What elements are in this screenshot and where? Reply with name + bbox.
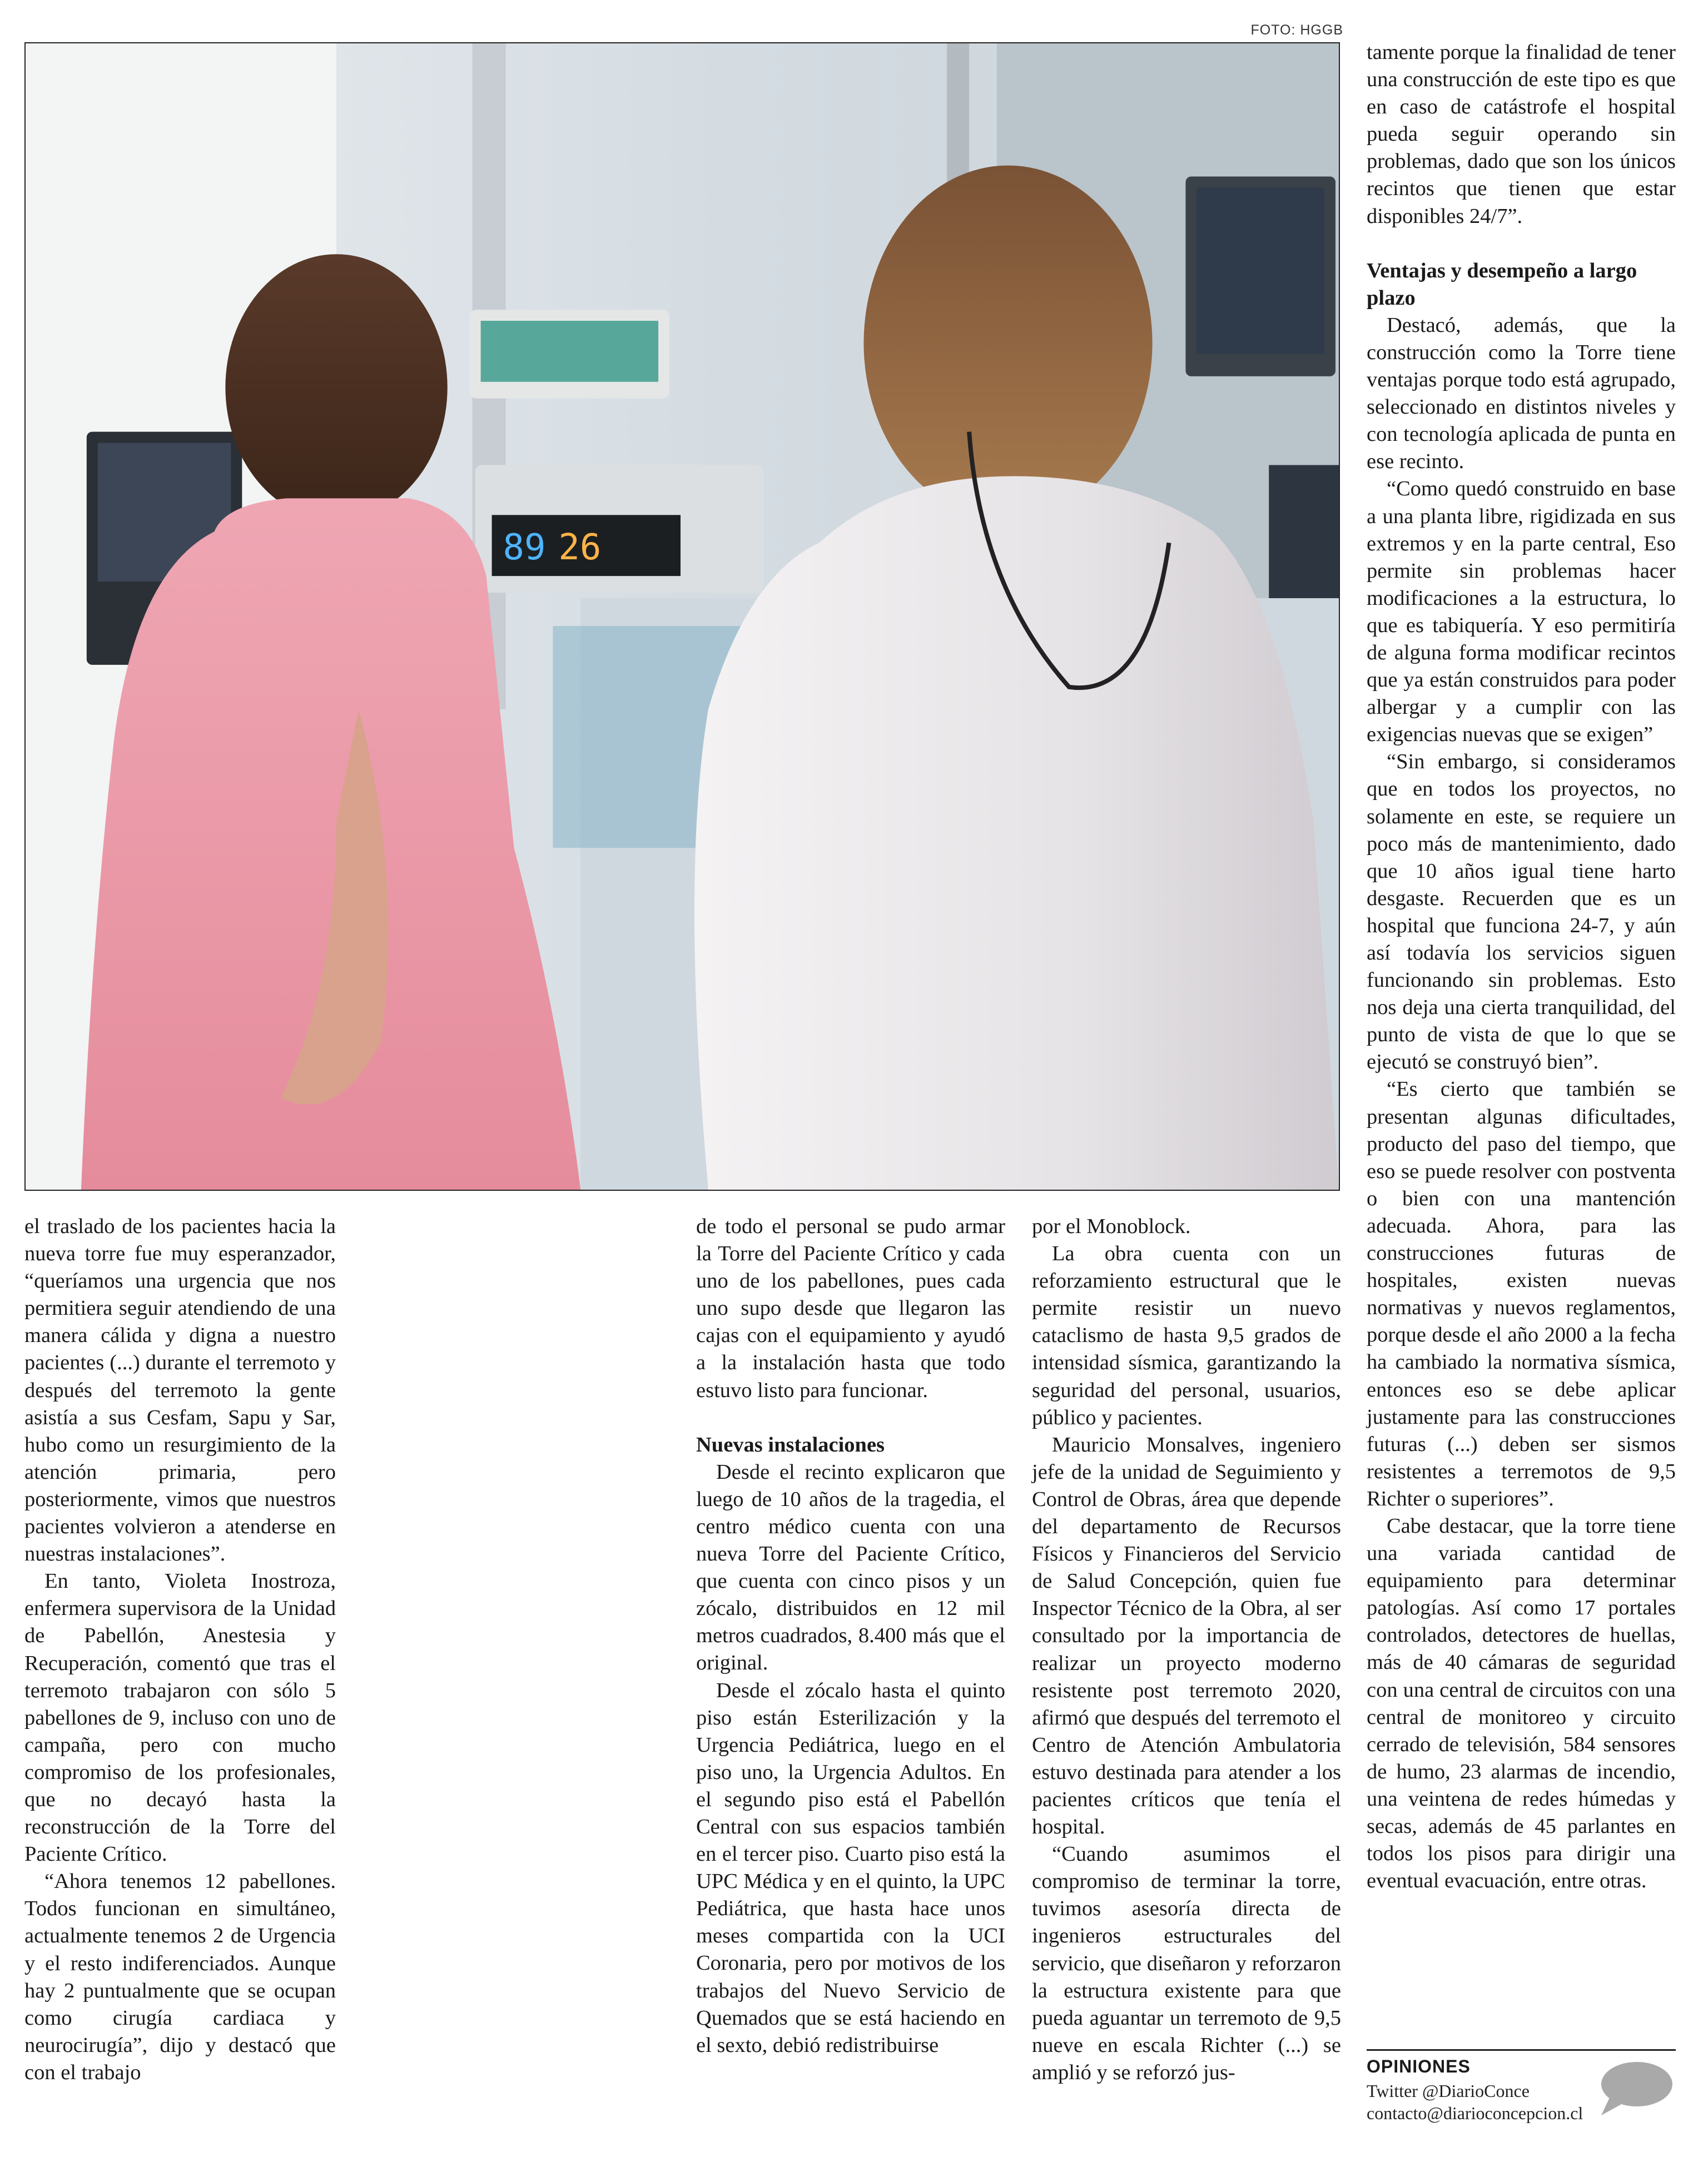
paragraph: “Es cierto que también se presentan algunas dificultades, producto del paso del tiempo, que eso se puede resolver con postventa o bien con una mantención adecuada. Ahora, para las construcciones futuras de hospitales, existen nuevas normativas y nuevos reglamentos, porque desde el año 2000 a la fecha ha cambiado la normativa sísmica, entonces eso se debe aplicar justamente para las construcciones futuras (...) deben ser sismos resistentes a terremotos de 9,5 Richter o superiores”. [1367, 1077, 1676, 1510]
paragraph: Mauricio Monsalves, ingeniero jefe de la unidad de Seguimiento y Control de Obras, área que depende del departamento de Recursos Físicos y Financieros del Servicio de Salud Concepción, quien fue Inspector Técnico de la Obra, al ser consultado por la importancia de realizar un proyecto moderno resistente post terremoto 2020, afirmó que después del terremoto el Centro de Atención Ambulatoria estuvo destinada para atender a los pacientes críticos que tenía el hospital. [1032, 1433, 1341, 1839]
paragraph: “Cuando asumimos el compromiso de terminar la torre, tuvimos asesoría directa de ingenieros estructurales del servicio, que diseñaron y reforzaron la estructura existente para que pueda aguantar un terremoto de 9,5 nueve en escala Richter (...) se amplió y se reforzó jus- [1032, 1842, 1341, 2084]
paragraph: “Ahora tenemos 12 pabellones. Todos funcionan en simultáneo, actualmente tenemos 2 de Urgencia y el resto indiferenciados. Aunque hay 2 puntualmente que se ocupan como cirugía cardiaca y neurocirugía”, dijo y destacó que con el trabajo [24, 1870, 336, 2084]
paragraph: de todo el personal se pudo armar la Torre del Paciente Crítico y cada uno de los pabellones, pues cada uno supo desde que llegaron las cajas con el equipamiento y ayudó a la instalación hasta que todo estuvo listo para funcionar. [696, 1215, 1005, 1402]
section-heading-nuevas-instalaciones: Nuevas instalaciones [696, 1433, 885, 1457]
article-column-4 [1032, 1213, 1341, 2086]
paragraph: el traslado de los pacientes hacia la nueva torre fue muy esperanzador, “queríamos una urgencia que nos permitiera seguir atendiendo de una manera cálida y digna a nuestro pacientes (...) durante el terremoto y después del terremoto la gente asistía a sus Cesfam, Sapu y Sar, hubo como un resurgimiento de la atención primaria, pero posteriormente, vimos que nuestros pacientes volvieron a atenderse en nuestras instalaciones”. [24, 1215, 336, 1566]
contact-email[interactable]: contacto@diarioconcepcion.cl [1367, 2103, 1583, 2123]
section-heading-ventajas: Ventajas y desempeño a largo plazo [1367, 259, 1637, 310]
paragraph: Desde el recinto explicaron que luego de 10 años de la tragedia, el centro médico cuenta con una nueva Torre del Paciente Crítico, que cuenta con cinco pisos y un zócalo, distribuidos en 12 mil metros cuadrados, 8.400 más que el original. [696, 1460, 1005, 1675]
paragraph: La obra cuenta con un reforzamiento estructural que le permite resistir un nuevo cataclismo de hasta 9,5 grados de intensidad sísmica, garantizando la seguridad del personal, usuarios, público y pacientes. [1032, 1242, 1341, 1429]
paragraph: En tanto, Violeta Inostroza, enfermera supervisora de la Unidad de Pabellón, Anestesia y Recuperación, comentó que tras el terremoto trabajaron con sólo 5 pabellones de 9, incluso con uno de campaña, pero con mucho compromiso de los profesionales, que no decayó hasta la reconstrucción de la Torre del Paciente Crítico. [24, 1569, 336, 1866]
article-column-3 [696, 1213, 1005, 2059]
article-column-5 [1367, 39, 1676, 1895]
paragraph: Destacó, además, que la construcción como la Torre tiene ventajas porque todo está agrupado, seleccionado en distintos niveles y con tecnología aplicada de punta en ese recinto. [1367, 313, 1676, 474]
paragraph: “Como quedó construido en base a una planta libre, rigidizada en sus extremos y en la parte central, Eso permite sin problemas hacer modificaciones a la estructura, lo que es tabiquería. Y eso permitiría de alguna forma modificar recintos que ya están construidos para poder albergar y a cumplir con las exigencias nuevas que se exigen” [1367, 477, 1676, 747]
photo-credit: FOTO: HGGB [1250, 22, 1343, 38]
paragraph: Cabe destacar, que la torre tiene una variada cantidad de equipamiento para determinar patologías. Así como 17 portales controlados, detectores de huellas, más de 40 cámaras de seguridad con una central de circuitos con una central de monitoreo y circuito cerrado de televisión, 584 sensores de humo, 23 alarmas de incendio, una veintena de redes húmedas y secas, además de 45 parlantes en todos los pisos para dirigir una eventual evacuación, entre otras. [1367, 1514, 1676, 1893]
paragraph: tamente porque la finalidad de tener una construcción de este tipo es que en caso de catástrofe el hospital pueda seguir operando sin problemas, dado que son los únicos recintos que tienen que estar disponibles 24/7”. [1367, 41, 1676, 228]
paragraph: Desde el zócalo hasta el quinto piso están Esterilización y la Urgencia Pediátrica, luego en el piso uno, la Urgencia Adultos. En el segundo piso está el Pabellón Central con sus espacios también en el tercer piso. Cuarto piso está la UPC Médica y en el quinto, la UPC Pediátrica, que hasta hace unos meses compartida con la UCI Coronaria, pero por motivos de los trabajos del Nuevo Servicio de Quemados que se está haciendo en el sexto, debió redistribuirse [696, 1678, 1005, 2057]
photo-illustration [26, 43, 1339, 1190]
paragraph: por el Monoblock. [1032, 1215, 1191, 1238]
monitor-digit-2: 26 [558, 527, 602, 569]
twitter-handle[interactable]: Twitter @DiarioConce [1367, 2081, 1530, 2101]
opinions-title: OPINIONES [1367, 2056, 1471, 2076]
speech-bubble-icon [1596, 2057, 1674, 2119]
paragraph: “Sin embargo, si consideramos que en todos los proyectos, no solamente en este, se requiere un poco más de mantenimiento, dado que 10 años igual tiene harto desgaste. Recuerden que es un hospital que funciona 24-7, y aún así todavía los servicios siguen funcionando sin problemas. Esto nos deja una cierta tranquilidad, del punto de vista de que lo que se ejecutó se construyó bien”. [1367, 750, 1676, 1074]
article-photo [24, 42, 1340, 1191]
opinions-footer [1367, 2049, 1676, 2129]
article-column-1 [24, 1213, 336, 2086]
monitor-digit-1: 89 [503, 527, 546, 569]
